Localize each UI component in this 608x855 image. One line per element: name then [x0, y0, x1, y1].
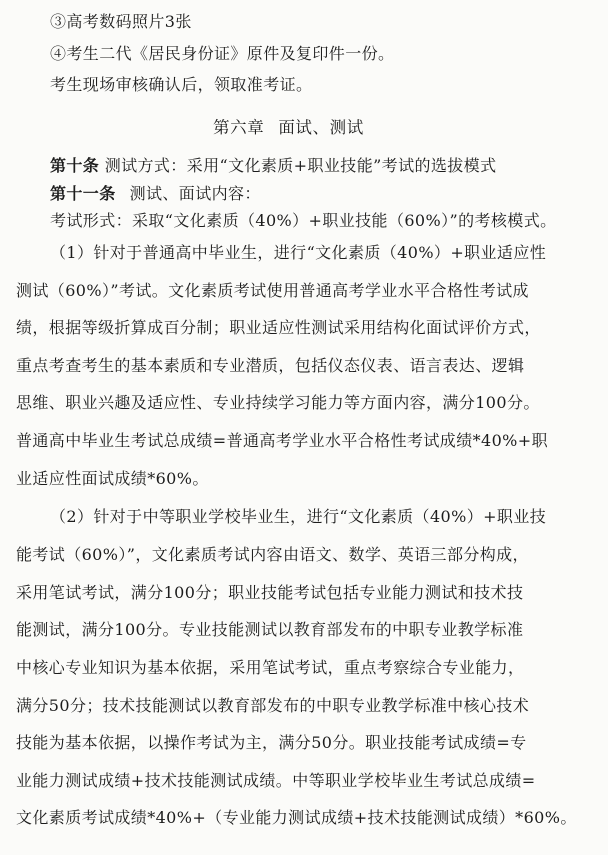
text-line: ④考生二代《居民身份证》原件及复印件一份。 — [50, 44, 395, 63]
paragraph-line: 满分50分；技术技能测试以教育部发布的中职专业教学标准中核心技术 — [16, 696, 530, 715]
exam-form: 考试形式：采取“文化素质（40%）+职业技能（60%）”的考核模式。 — [50, 211, 557, 230]
paragraph-line: 普通高中毕业生考试总成绩=普通高考学业水平合格性考试成绩*40%+职 — [16, 431, 548, 450]
chapter-heading — [213, 118, 364, 138]
article-10 — [50, 156, 496, 176]
paragraph-line: 技能为基本依据，以操作考试为主，满分50分。职业技能考试成绩=专 — [16, 733, 527, 752]
paragraph-line: 重点考查考生的基本素质和专业潜质，包括仪态仪表、语言表达、逻辑 — [16, 356, 525, 375]
text-line: 考生现场审核确认后，领取准考证。 — [50, 75, 313, 94]
article-label: 第十一条 — [50, 184, 116, 203]
paragraph-line: 能考试（60%）”，文化素质考试内容由语文、数学、英语三部分构成， — [16, 545, 529, 564]
paragraph-line: 业能力测试成绩+技术技能测试成绩。中等职业学校毕业生考试总成绩= — [16, 771, 536, 790]
paragraph-line: 文化素质考试成绩*40%+（专业能力测试成绩+技术技能测试成绩）*60%。 — [16, 808, 577, 827]
chapter-number: 第六章 — [213, 118, 265, 137]
paragraph-line: 绩，根据等级折算成百分制；职业适应性测试采用结构化面试评价方式， — [16, 318, 541, 337]
paragraph-line: （1）针对于普通高中毕业生，进行“文化素质（40%）+职业适应性 — [50, 243, 547, 262]
paragraph-line: 采用笔试考试，满分100分；职业技能考试包括专业能力测试和技术技 — [16, 583, 524, 602]
article-text: 测试、面试内容： — [129, 184, 261, 203]
text-line: ③高考数码照片3张 — [50, 12, 192, 31]
paragraph-line: 思维、职业兴趣及适应性、专业持续学习能力等方面内容，满分100分。 — [16, 393, 540, 412]
article-text: 测试方式：采用“文化素质+职业技能”考试的选拔模式 — [104, 156, 497, 175]
article-label: 第十条 — [50, 156, 100, 175]
paragraph-line: （2）针对于中等职业学校毕业生，进行“文化素质（40%）+职业技 — [50, 507, 547, 526]
article-11 — [50, 184, 261, 204]
paragraph-line: 中核心专业知识为基本依据，采用笔试考试，重点考察综合专业能力， — [16, 658, 525, 677]
paragraph-line: 能测试，满分100分。专业技能测试以教育部发布的中职专业教学标准 — [16, 620, 524, 639]
paragraph-line: 测试（60%）”考试。文化素质考试使用普通高考学业水平合格性考试成 — [16, 281, 529, 300]
paragraph-line: 业适应性面试成绩*60%。 — [16, 469, 209, 488]
chapter-title: 面试、测试 — [278, 118, 364, 137]
